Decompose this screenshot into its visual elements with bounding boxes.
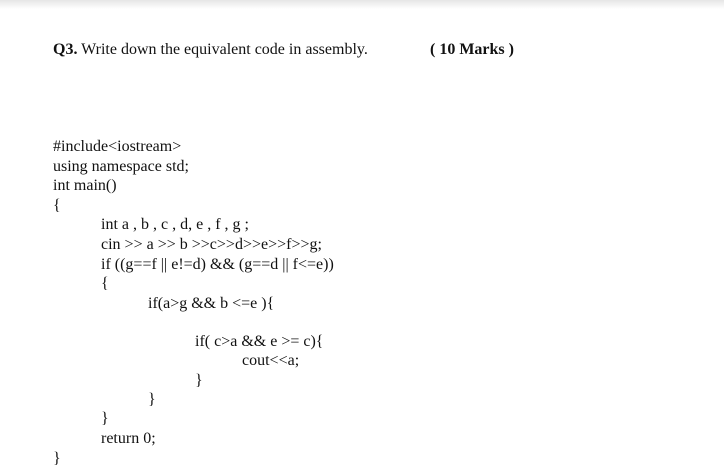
code-line: if(a>g && b <=e ){: [148, 295, 275, 312]
code-line: if ((g==f || e!=d) && (g==d || f<=e)): [101, 256, 334, 273]
code-line: int main(): [53, 177, 117, 194]
code-line: #include<iostream>: [53, 138, 182, 155]
code-line: {: [101, 275, 109, 292]
top-edge-shadow: [0, 0, 724, 9]
code-line: if( c>a && e >= c){: [195, 333, 324, 350]
code-line: }: [148, 391, 156, 408]
code-line: cin >> a >> b >>c>>d>>e>>f>>g;: [101, 236, 322, 253]
code-line: }: [195, 372, 203, 389]
code-line: }: [53, 450, 61, 467]
code-line: cout<<a;: [242, 352, 300, 369]
question-marks: ( 10 Marks ): [430, 41, 514, 58]
code-line: }: [101, 410, 109, 427]
code-line: using namespace std;: [53, 158, 189, 175]
question-number: Q3.: [53, 41, 78, 58]
code-line: {: [53, 197, 61, 214]
code-line: int a , b , c , d, e , f , g ;: [101, 216, 249, 233]
question-text: Write down the equivalent code in assembly.: [81, 41, 368, 58]
code-line: return 0;: [101, 430, 156, 447]
question-heading: [53, 41, 368, 59]
